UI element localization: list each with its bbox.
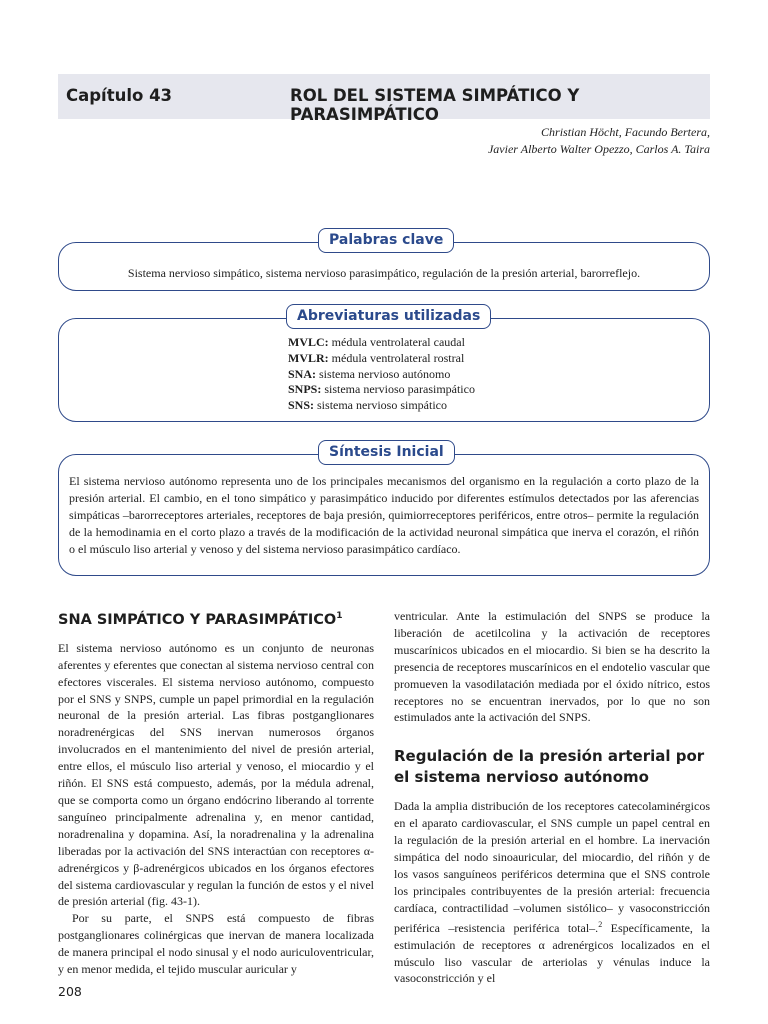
paragraph: El sistema nervioso autónomo es un conjunto de neuronas aferentes y eferentes que conectan al sistema nervioso central con efectores viscerales. El sistema nervioso autónomo, compuesto por el SNS y SNPS, cumple un papel primordial en la regulación neuronal de la presión arterial. Las fibras postganglionares noradrenérgicas del SNS inervan numerosos órganos involucrados en el mantenimiento del nivel de presión arterial, entre ellos, el músculo liso arterial y venoso, el miocardio y el riñón. El SNS está compuesto, además, por la médula adrenal, que se comporta como un órgano endócrino liberando al torrente sanguíneo principalmente adrenalina y, en menor cantidad, noradrenalina y dopamina. Así, la noradrenalina y la adrenalina liberadas por la activación del SNS interactúan con receptores α-adrenérgicos y β-adrenérgicos ubicados en los órganos efectores del sistema cardiovascular y regulan la función de estos y el nivel de presión arterial (fig. 43-1). (58, 640, 374, 909)
page-number: 208 (58, 984, 82, 999)
chapter-number: Capítulo 43 (66, 86, 173, 105)
synthesis-label: Síntesis Inicial (318, 440, 455, 465)
abbreviations-list (288, 335, 475, 414)
abbreviations-label: Abreviaturas utilizadas (286, 304, 491, 329)
chapter-header (58, 74, 710, 124)
section-heading: SNA SIMPÁTICO Y PARASIMPÁTICO$^1$ (58, 611, 343, 628)
right-column (394, 608, 710, 987)
synthesis-box (58, 454, 710, 576)
keywords-label: Palabras clave (318, 228, 454, 253)
synthesis-text: El sistema nervioso autónomo representa uno de los principales mecanismos del organismo en la regulación a corto plazo de la presión arterial. El cambio, en el tono simpático y parasimpático inducido por diferentes estímulos detectados por las aferencias simpáticas –barorreceptores arteriales, receptores de baja presión, quimiorreceptores periféricos, entre otros– permite la regulación de la hemodinamia en el corto plazo a través de la modificación de la actividad neuronal simpática que inerva el corazón, el riñón o el músculo liso arterial y venoso y del sistema nervioso parasimpático cardíaco. (69, 474, 699, 556)
abbreviation-item: MVLR: médula ventrolateral rostral (288, 350, 465, 365)
abbreviation-item: SNPS: sistema nervioso parasimpático (288, 382, 475, 397)
abbreviations-box (58, 318, 710, 422)
abbreviation-item: SNA: sistema nervioso autónomo (288, 366, 451, 381)
keywords-text: Sistema nervioso simpático, sistema nervioso parasimpático, regulación de la presión arterial, barorreflejo. (127, 266, 641, 280)
left-column (58, 606, 374, 978)
paragraph: Dada la amplia distribución de los receptores catecolaminérgicos en el aparato cardiovascular, el SNS cumple un papel central en la regulación de la presión arterial en el hombre. La inervación simpática del nodo sinoauricular, del miocardio, del riñón y de los vasos sanguíneos periféricos determina que el SNS controle los principales contribuyentes de la presión arterial: frecuencia cardíaca, contractilidad –volumen sistólico– y vasoconstricción periférica –resistencia periférica total–.$^2$ Específicamente, la estimulación de receptores α adrenérgicos localizados en el músculo liso vascular de arteriolas y vénulas induce la vasoconstricción y el (394, 799, 710, 986)
authors-line-2: Javier Alberto Walter Opezzo, Carlos A. Taira (487, 141, 710, 156)
authors-line-1: Christian Höcht, Facundo Bertera, (541, 125, 710, 139)
abbreviation-item: SNS: sistema nervioso simpático (288, 398, 447, 413)
chapter-title: ROL DEL SISTEMA SIMPÁTICO Y PARASIMPÁTICO (290, 86, 580, 124)
paragraph: ventricular. Ante la estimulación del SNPS se produce la liberación de acetilcolina y la activación de receptores muscarínicos ubicados en el miocardio. Si bien se ha descrito la presencia de receptores muscarínicos en el endotelio vascular que promueven la vasodilatación mediada por el óxido nítrico, estos receptores no se encuentran inervados, por lo que no son estimulados ante la activación del SNPS. (394, 609, 710, 725)
authors (488, 124, 710, 157)
subsection-heading: Regulación de la presión arterial por el sistema nervioso autónomo (394, 747, 705, 787)
abbreviation-item: MVLC: médula ventrolateral caudal (288, 335, 465, 349)
paragraph: Por su parte, el SNPS está compuesto de fibras postganglionares colinérgicas que inervan de manera localizada de manera principal el nodo sinusal y el nodo auriculoventricular, y en menor medida, el tejido muscular auricular y (58, 911, 374, 977)
